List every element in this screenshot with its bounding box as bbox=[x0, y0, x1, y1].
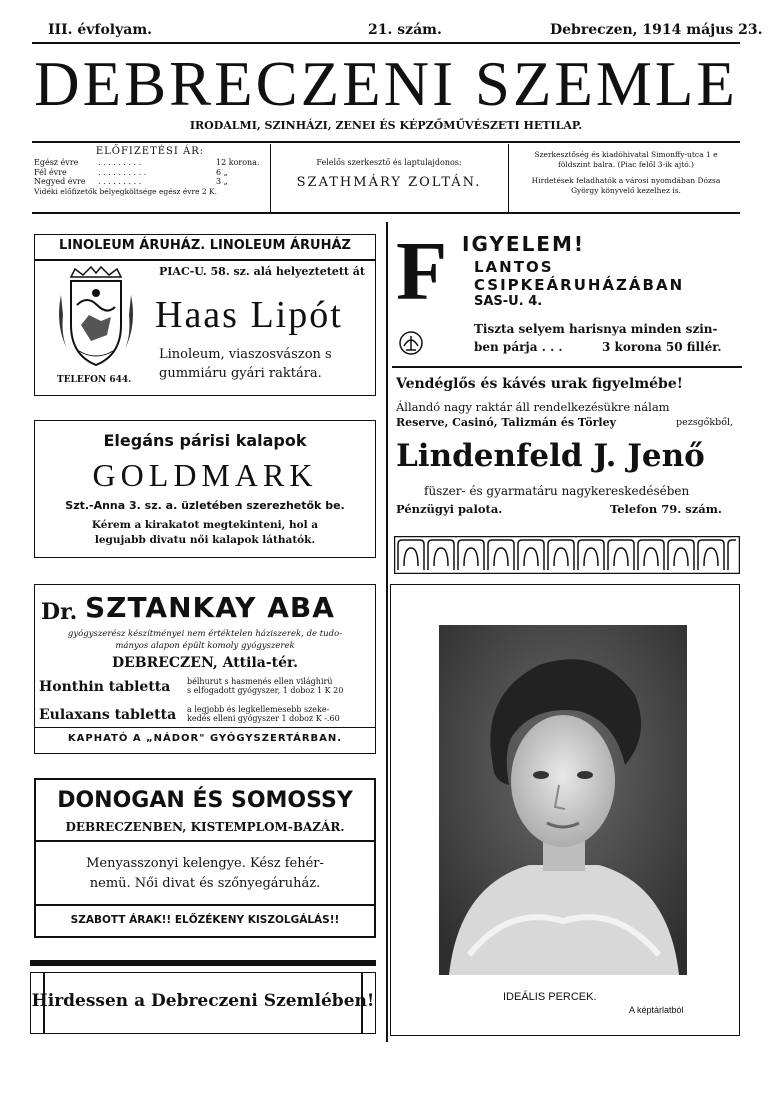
donogan-name: DONOGAN ÉS SOMOSSY bbox=[57, 788, 353, 813]
sztankay-prod2-d2: kedés elleni gyógyszer 1 doboz K -.60 bbox=[187, 714, 340, 723]
city-crest-icon bbox=[53, 265, 139, 375]
editor-label: Felelős szerkesztő és laptulajdonos: bbox=[316, 158, 462, 167]
lantos-heading: IGYELEM! bbox=[462, 232, 585, 256]
header-rule-top bbox=[32, 42, 740, 44]
linoleum-name: Haas Lipót bbox=[155, 294, 343, 336]
sztankay-name: SZTANKAY ABA bbox=[85, 591, 335, 624]
sztankay-line1: gyógyszerész készítményei nem értéktelen háziszerek, de tudo- bbox=[67, 629, 343, 639]
column-divider bbox=[386, 222, 388, 1042]
subscription-row-dots: . . . . . . . . . bbox=[98, 158, 142, 167]
right-rule-1 bbox=[392, 366, 742, 368]
subscription-row-label: Egész évre bbox=[34, 158, 79, 167]
header-rule-mid bbox=[32, 141, 740, 143]
lindenfeld-place: Pénzügyi palota. bbox=[396, 502, 503, 516]
lindenfeld-heading: Vendéglős és kávés urak figyelmébe! bbox=[396, 376, 683, 392]
lantos-shop: CSIPKEÁRUHÁZÁBAN bbox=[474, 276, 685, 294]
ad-lantos bbox=[396, 225, 742, 366]
donogan-rule bbox=[36, 840, 374, 842]
lantos-address: SAS-U. 4. bbox=[474, 294, 543, 309]
subscription-row-value: 12 korona. bbox=[216, 158, 260, 167]
subscription-row-dots: . . . . . . . . . bbox=[98, 177, 142, 186]
sztankay-prod2-desc bbox=[187, 705, 373, 723]
office-line: György könyvelő kezelhez is. bbox=[571, 186, 681, 195]
lindenfeld-name: Lindenfeld J. Jenő bbox=[396, 438, 705, 474]
linoleum-address: PIAC-U. 58. sz. alá helyeztetett át bbox=[159, 265, 366, 278]
subscription-block bbox=[34, 146, 266, 210]
lantos-emblem-icon bbox=[398, 330, 424, 356]
donogan-slogan: SZABOTT ÁRAK!! ELŐZÉKENY KISZOLGÁLÁS!! bbox=[70, 914, 340, 926]
linoleum-line1: Linoleum, viaszosvászon s bbox=[159, 347, 332, 362]
sztankay-prefix: Dr. bbox=[41, 599, 78, 625]
photo-caption: IDEÁLIS PERCEK. bbox=[503, 991, 597, 1003]
donogan-line1: Menyasszonyi kelengye. Kész fehér- bbox=[86, 856, 324, 871]
ad-own bbox=[30, 972, 376, 1034]
linoleum-rule bbox=[35, 259, 375, 261]
lindenfeld-line2b: pezsgőkből, bbox=[676, 417, 733, 428]
editor-name: SZATHMÁRY ZOLTÁN. bbox=[296, 175, 482, 190]
header-rule-bottom bbox=[32, 212, 740, 214]
subscription-row-dots: . . . . . . . . . . bbox=[98, 167, 147, 177]
photo-credit: A képtárlatból bbox=[629, 1005, 684, 1015]
ad-sztankay bbox=[34, 584, 376, 754]
sztankay-prod1-d2: s elfogadott gyógyszer, 1 doboz 1 K 20 bbox=[187, 686, 344, 695]
sztankay-rule bbox=[35, 727, 375, 728]
donogan-rule-2 bbox=[36, 904, 374, 906]
linoleum-top: LINOLEUM ÁRUHÁZ. LINOLEUM ÁRUHÁZ bbox=[59, 238, 351, 253]
lantos-name: LANTOS bbox=[474, 258, 554, 276]
lindenfeld-line3: füszer- és gyarmatáru nagykereskedésében bbox=[424, 484, 690, 498]
sztankay-prod2: Eulaxans tabletta bbox=[39, 707, 177, 723]
lantos-line2a: ben párja . . . bbox=[474, 340, 563, 354]
donogan-line2: nemü. Női divat és szőnyegáruház. bbox=[89, 876, 321, 891]
sztankay-prod1-desc bbox=[187, 677, 373, 695]
donogan-place: DEBRECZENBEN, KISTEMPLOM-BAZÁR. bbox=[65, 820, 345, 834]
ad-goldmark bbox=[34, 420, 376, 558]
volume-label: III. évfolyam. bbox=[48, 22, 153, 38]
ornament-band bbox=[394, 536, 740, 574]
place-date: Debreczen, 1914 május 23. bbox=[550, 22, 763, 38]
lantos-line1: Tiszta selyem harisnya minden szin- bbox=[474, 322, 718, 336]
own-ad-rule-top bbox=[30, 960, 376, 966]
subscription-row-label: Negyed évre bbox=[34, 177, 86, 186]
sztankay-footer: KAPHATÓ A „NÁDOR" GYÓGYSZERTÁRBAN. bbox=[67, 733, 343, 744]
goldmark-line3: Kérem a kirakatot megtekinteni, hol a bbox=[91, 519, 319, 531]
lantos-line2b: 3 korona 50 fillér. bbox=[602, 340, 722, 354]
office-block bbox=[510, 150, 742, 196]
linoleum-line2: gummiáru gyári raktára. bbox=[159, 366, 322, 381]
editor-block bbox=[272, 158, 506, 190]
goldmark-name: GOLDMARK bbox=[92, 457, 318, 493]
subscription-row bbox=[34, 168, 266, 178]
sztankay-prod1-d1: bélhurut s hasmenés ellen világhirü bbox=[187, 677, 333, 686]
lantos-initial: F bbox=[396, 225, 448, 318]
office-line: földszint balra. (Piac felől 3-ik ajtó.) bbox=[558, 160, 694, 169]
masthead-subtitle: IRODALMI, SZINHÁZI, ZENEI ÉS KÉPZŐMŰVÉSZETI HETILAP. bbox=[189, 119, 583, 132]
portrait-image bbox=[439, 625, 687, 975]
photo-frame bbox=[390, 584, 740, 1036]
masthead-title: DEBRECZENI SZEMLE bbox=[34, 49, 738, 119]
sztankay-prod1: Honthin tabletta bbox=[39, 679, 171, 695]
lindenfeld-phone: Telefon 79. szám. bbox=[610, 502, 722, 516]
ad-linoleum bbox=[34, 234, 376, 396]
linoleum-phone: TELEFON 644. bbox=[57, 375, 132, 385]
subscription-row-value: 3 „ bbox=[216, 177, 228, 186]
lindenfeld-line2a: Reserve, Casinó, Talizmán és Törley bbox=[396, 416, 616, 429]
office-line: Hirdetések feladhatók a városi nyomdában Dózsa bbox=[531, 176, 721, 185]
subscription-note: Vidéki előfizetők bélyegköltsége egész évre 2 K. bbox=[34, 186, 218, 196]
header-divider-1 bbox=[270, 144, 271, 212]
sztankay-city: DEBRECZEN, Attila-tér. bbox=[111, 655, 299, 671]
own-ad-text: Hirdessen a Debreczeni Szemlében! bbox=[31, 991, 375, 1011]
subscription-row bbox=[34, 177, 266, 187]
goldmark-line1: Elegáns párisi kalapok bbox=[103, 431, 307, 450]
goldmark-line4: legujabb divatu női kalapok láthatók. bbox=[94, 534, 316, 546]
goldmark-line2: Szt.-Anna 3. sz. a. üzletében szerezhetők be. bbox=[65, 499, 345, 512]
subscription-heading: ELŐFIZETÉSI ÁR: bbox=[95, 146, 205, 157]
sztankay-line2: mányos alapon épült komoly gyógyszerek bbox=[115, 641, 295, 651]
subscription-row bbox=[34, 158, 266, 168]
lindenfeld-line1: Állandó nagy raktár áll rendelkezésükre nálam bbox=[396, 400, 670, 414]
issue-number: 21. szám. bbox=[368, 22, 442, 38]
subscription-row-label: Fél évre bbox=[34, 167, 67, 177]
ad-donogan bbox=[34, 778, 376, 938]
office-line: Szerkesztőség és kiadóhivatal Simonffy-utca 1 e bbox=[534, 150, 718, 159]
subscription-row-value: 6 „ bbox=[216, 167, 228, 177]
header-divider-2 bbox=[508, 144, 509, 212]
sztankay-prod2-d1: a legjobb és legkellemesebb szeke- bbox=[187, 705, 330, 714]
